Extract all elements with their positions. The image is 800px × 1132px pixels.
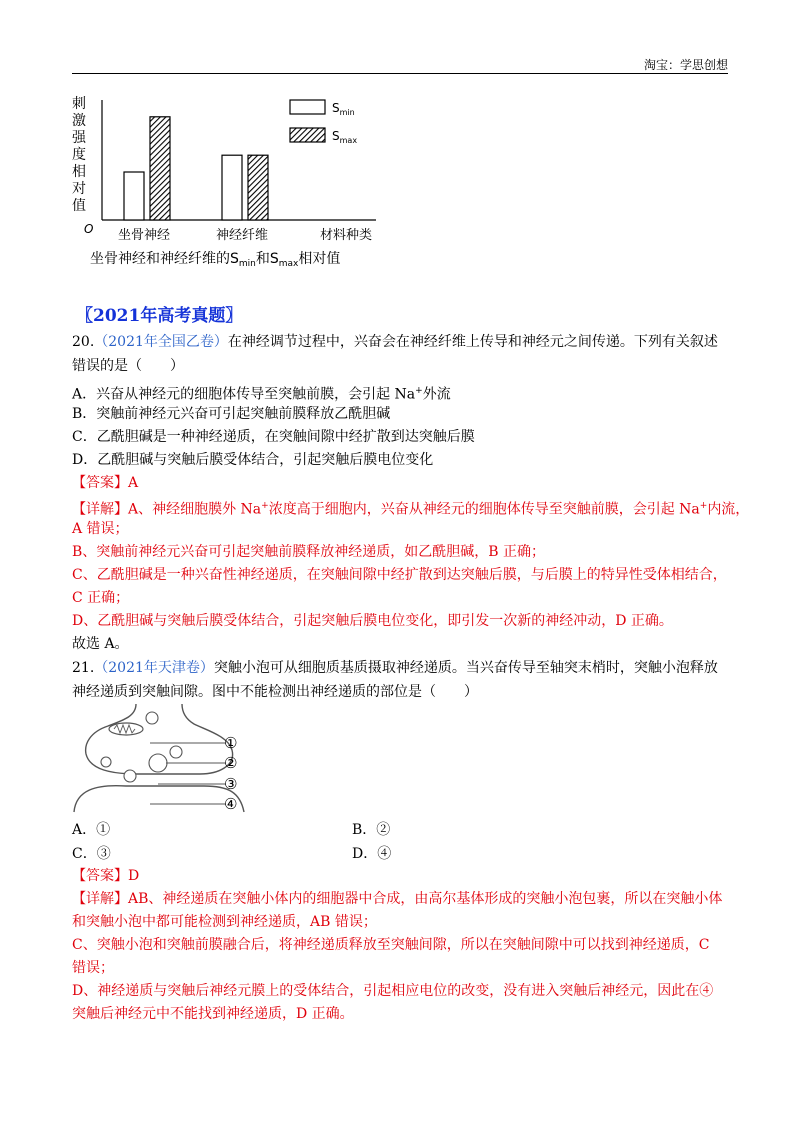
diagram-label-2: ② <box>224 754 238 772</box>
q20-answer: 【答案】A <box>72 475 139 491</box>
q20-option-a-text: A．兴奋从神经元的细胞体传导至突触前膜，会引起 Na <box>72 386 416 403</box>
y-axis-label-char: 值 <box>72 198 86 214</box>
x-tick-labels <box>118 227 372 243</box>
q20-exp1-b: 浓度高于细胞内，兴奋从神经元的细胞体传导至突触前膜，会引起 Na <box>268 501 700 518</box>
q20-stem-1: 在神经调节过程中，兴奋会在神经纤维上传导和神经元之间传递。下列有关叙述 <box>227 334 718 350</box>
q20-number: 20. <box>72 334 95 350</box>
q21-option-b: B．② <box>352 822 391 838</box>
q21-stem-line2: 神经递质到突触间隙。图中不能检测出神经递质的部位是（ ） <box>72 684 478 700</box>
q20-explanation-6: D、乙酰胆碱与突触后膜受体结合，引起突触后膜电位变化，即引发一次新的神经冲动，D 正确。 <box>72 613 673 629</box>
y-axis-label-char: 激 <box>72 113 86 129</box>
synaptic-vesicle <box>124 770 136 782</box>
q20-explanation-4: C、乙酰胆碱是一种兴奋性神经递质，在突触间隙中经扩散到达突触后膜，与后膜上的特异性受体相结合， <box>72 567 727 583</box>
bar-smin-1 <box>222 155 242 220</box>
synaptic-vesicle <box>149 754 167 772</box>
q21-stem-line1 <box>72 658 718 678</box>
synaptic-vesicle <box>170 746 182 758</box>
q20-exp1-a: 【详解】A、神经细胞膜外 Na <box>72 501 262 518</box>
synaptic-vesicle <box>146 712 158 724</box>
q21-stem-1: 突触小泡可从细胞质基质摄取神经递质。当兴奋传导至轴突末梢时，突触小泡释放 <box>213 660 718 676</box>
y-axis-label-char: 强 <box>72 130 86 146</box>
section-title: 〖2021年高考真题〗 <box>76 306 243 326</box>
q20-option-c: C．乙酰胆碱是一种神经递质，在突触间隙中经扩散到达突触后膜 <box>72 429 475 445</box>
postsynaptic-membrane <box>74 786 244 812</box>
origin-label: O <box>84 222 94 236</box>
bar-smin-0 <box>124 172 144 220</box>
y-axis-label-char: 对 <box>72 181 86 197</box>
q20-explanation-5: C 正确； <box>72 590 130 606</box>
q20-option-d: D．乙酰胆碱与突触后膜受体结合，引起突触后膜电位变化 <box>72 452 434 468</box>
q21-answer: 【答案】D <box>72 868 140 884</box>
diagram-label-3: ③ <box>224 775 238 793</box>
x-tick-label: 坐骨神经 <box>118 228 171 243</box>
chart-title: 坐骨神经和神经纤维的$S_{min}$和$S_{max}$相对值 <box>90 251 341 269</box>
q20-explanation-3: B、突触前神经元兴奋可引起突触前膜释放神经递质，如乙酰胆碱，B 正确； <box>72 544 546 560</box>
q20-option-a <box>72 381 451 405</box>
q20-source: （2021年全国乙卷） <box>94 334 228 350</box>
bar-smax-1 <box>248 155 268 220</box>
q20-explanation-1 <box>72 496 749 520</box>
q20-conclusion: 故选 A。 <box>72 636 129 652</box>
synapse-diagram <box>66 700 266 818</box>
q21-option-a: A．① <box>72 822 111 838</box>
diagram-label-1: ① <box>224 734 238 752</box>
synaptic-vesicle <box>101 757 111 767</box>
page-header <box>72 54 728 74</box>
diagram-label-4: ④ <box>224 795 238 813</box>
q20-option-a-sup: + <box>415 386 423 396</box>
q20-explanation-2: A 错误； <box>72 521 129 537</box>
q21-number: 21. <box>72 660 95 676</box>
y-axis-label <box>72 96 87 214</box>
q21-explanation-5: D、神经递质与突触后神经元膜上的受体结合，引起相应电位的改变，没有进入突触后神经元，因此在④ <box>72 983 714 999</box>
q20-option-a-tail: 外流 <box>422 386 451 403</box>
y-axis-label-char: 度 <box>72 147 86 163</box>
x-tick-label: 材料种类 <box>320 228 373 243</box>
y-axis-label-char: 相 <box>72 164 86 180</box>
legend-swatch-smax <box>290 128 325 142</box>
q20-stem-line2: 错误的是（ ） <box>72 358 184 374</box>
q21-source: （2021年天津卷） <box>94 660 214 676</box>
q20-stem-line1 <box>72 332 718 352</box>
q20-exp1-c: 内流， <box>707 501 750 518</box>
q20-exp1-sup2: + <box>699 501 708 511</box>
legend-label-smin: $S_{min}$ <box>332 101 355 117</box>
q20-exp1-sup1: + <box>261 501 269 511</box>
q21-explanation-2: 和突触小泡中都可能检测到神经递质，AB 错误； <box>72 914 377 930</box>
q21-option-d: D．④ <box>352 846 392 862</box>
q20-option-b: B．突触前神经元兴奋可引起突触前膜释放乙酰胆碱 <box>72 406 391 422</box>
y-axis-label-char: 刺 <box>72 96 86 112</box>
q21-explanation-6: 突触后神经元中不能找到神经递质，D 正确。 <box>72 1006 354 1022</box>
bars <box>124 117 268 220</box>
legend-label-smax: $S_{max}$ <box>332 129 358 145</box>
x-tick-label: 神经纤维 <box>216 228 269 243</box>
bar-smax-0 <box>150 117 170 220</box>
stimulus-bar-chart <box>60 92 380 272</box>
q21-explanation-4: 错误； <box>72 960 114 976</box>
q21-explanation-3: C、突触小泡和突触前膜融合后，将神经递质释放至突触间隙，所以在突触间隙中可以找到神经递质，C <box>72 937 710 953</box>
q21-option-c: C．③ <box>72 846 111 862</box>
legend-swatch-smin <box>290 100 325 114</box>
q21-explanation-1: 【详解】AB、神经递质在突触小体内的细胞器中合成，由高尔基体形成的突触小泡包裹，所以在突触小体 <box>72 891 723 907</box>
header-text: 淘宝：学思创想 <box>643 58 728 72</box>
